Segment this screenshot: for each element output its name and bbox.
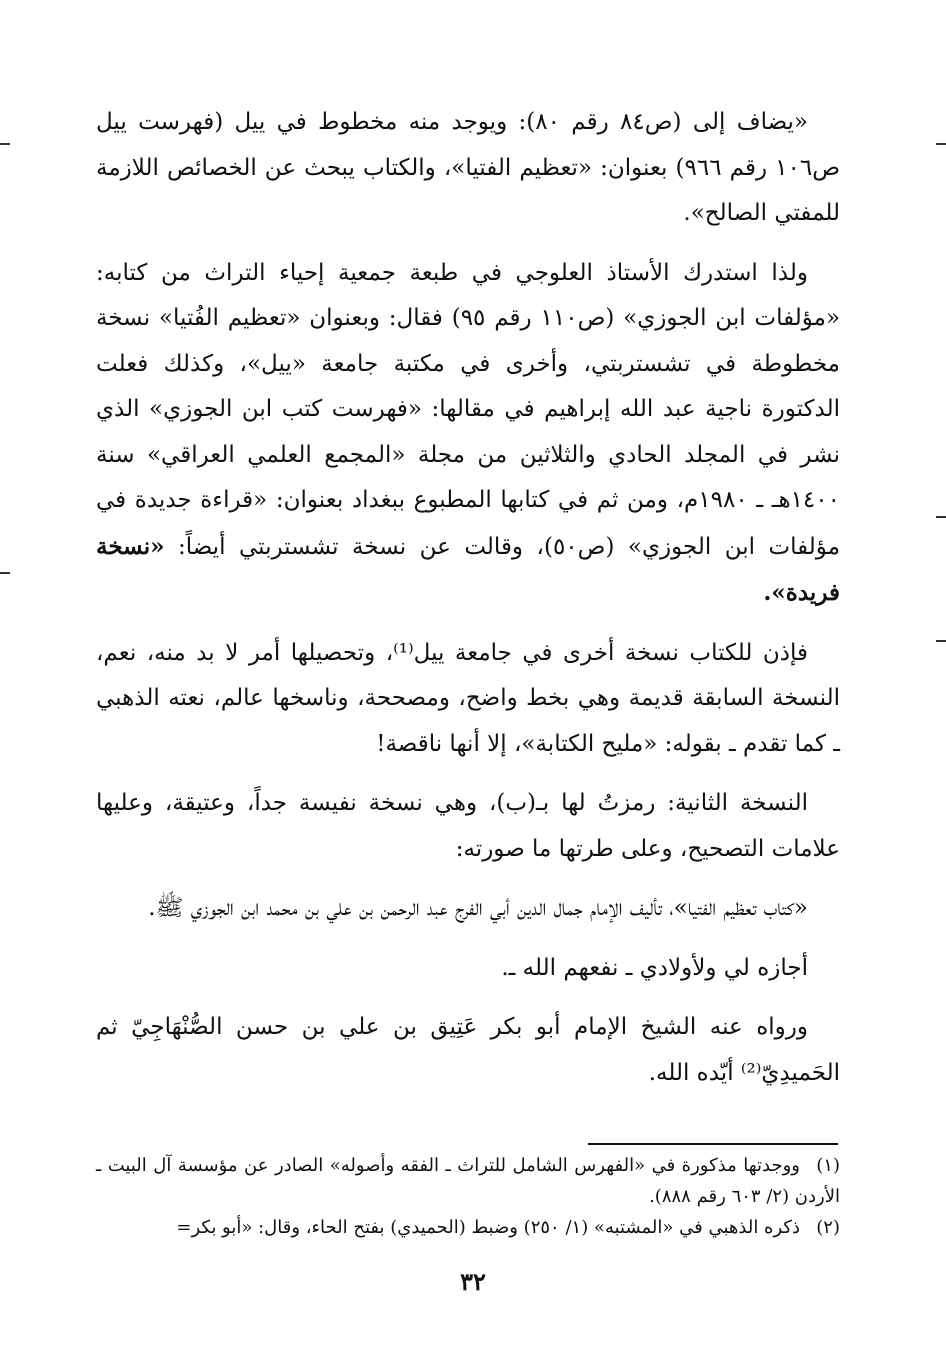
footnote-2 — [96, 1212, 840, 1243]
unique-copy-phrase: «نسخة فريدة». — [96, 532, 840, 606]
footnote-number: (١) — [816, 1155, 840, 1176]
footnotes — [96, 1150, 840, 1243]
margin-mark — [936, 640, 946, 642]
paragraph-aluji-text: ولذا استدرك الأستاذ العلوجي في طبعة جمعية إحياء التراث من كتابه: «مؤلفات ابن الجوزي» (ص١١٠ رقم ٩٥) فقال: وبعنوان «تعظيم الفُتيا» نسخة مخطوطة في تشستربتي، وأخرى في مكتبة جامعة «ييل»، وكذلك فعلت الدكتورة ناجية عبد الله إبراهيم في مقالها: «فهرست كتب ابن الجوزي» الذي نشر في المجلد الحادي والثلاثين من مجلة «المجمع العلمي العراقي» سنة ١٤٠٠هـ ـ ١٩٨٠م، ومن ثم في كتابها المطبوع ببغداد بعنوان: «قراءة جديدة في مؤلفات ابن الجوزي» (ص٥٠)، وقالت عن نسخة تشستربتي أيضاً: — [96, 259, 841, 560]
paragraph-second-copy: فإذن للكتاب نسخة أخرى في جامعة ييل⁽¹⁾، وتحصيلها أمر لا بد منه، نعم، النسخة السابقة قديمة وهي بخط واضح، ومصححة، وناسخها عالم، نعته الذهبي ـ كما تقدم ـ بقوله: «مليح الكتابة»، إلا أنها ناقصة! — [96, 639, 840, 757]
margin-mark — [0, 572, 10, 574]
margin-mark — [0, 143, 10, 145]
page-number: ٣٢ — [460, 1267, 486, 1296]
paragraph-title-page: «كتاب تعظيم الفتيا»، تأليف الإمام جمال الدين أبي الفرج عبد الرحمن بن علي بن محمد ابن الجوزي ﷺ. — [148, 895, 808, 921]
footnote-separator — [588, 1143, 838, 1145]
footnote-text: ذكره الذهبي في «المشتبه» (١/ ٢٥٠) وضبط (الحميدي) بفتح الحاء، وقال: «أبو بكر= — [176, 1217, 800, 1238]
paragraph-quote-yale: «يضاف إلى (ص٨٤ رقم ٨٠): ويوجد منه مخطوط في ييل (فهرست ييل ص١٠٦ رقم ٩٦٦) بعنوان: «تعظيم الفتيا»، والكتاب يبحث عن الخصائص اللازمة للمفتي الصالح». — [96, 109, 840, 226]
paragraph-aluji — [96, 251, 840, 617]
footnote-text: ووجدتها مذكورة في «الفهرس الشامل للتراث ـ الفقه وأصوله» الصادر عن مؤسسة آل البيت ـ الأردن (٢/ ٦٠٣ رقم ٨٨٨). — [96, 1155, 840, 1207]
margin-mark — [936, 516, 946, 518]
paragraph-copy-b: النسخة الثانية: رمزتُ لها بـ(ب)، وهي نسخة نفيسة جداً، وعتيقة، وعليها علامات التصحيح، وعلى طرتها ما صورته: — [96, 790, 840, 862]
paragraph-narration: ورواه عنه الشيخ الإمام أبو بكر عَتِيق بن علي بن حسن الصُّنْهَاجِيّ ثم الحَميدِيّ⁽²⁾ أيّده الله. — [96, 1014, 840, 1086]
footnote-number: (٢) — [816, 1217, 840, 1238]
margin-mark — [936, 143, 946, 145]
paragraph-ijaza: أجازه لي ولأولادي ـ نفعهم الله ـ. — [501, 954, 808, 981]
main-text — [96, 100, 840, 1110]
footnote-1 — [96, 1150, 840, 1212]
